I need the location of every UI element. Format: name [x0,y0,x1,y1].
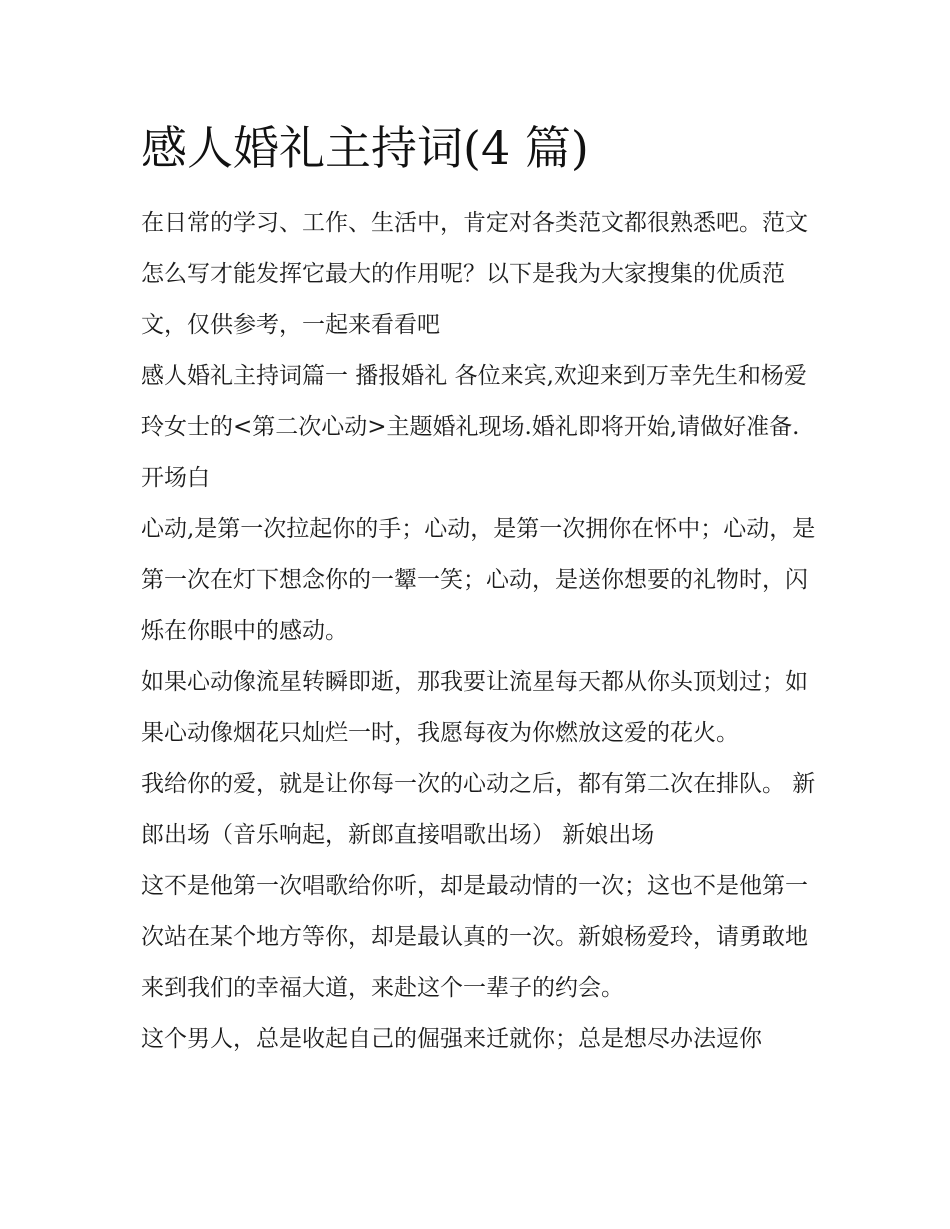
document-title: 感人婚礼主持词(4 篇) [141,121,589,175]
paragraph-opening: 感人婚礼主持词篇一 播报婚礼 各位来宾,欢迎来到万幸先生和杨爱玲女士的<第二次心动>主题婚礼现场.婚礼即将开始,请做好准备.开场白 [141,363,807,491]
paragraph-bride-entrance: 这不是他第一次唱歌给你听，却是最动情的一次；这也不是他第一次站在某个地方等你，却是最认真的一次。新娘杨爱玲，请勇敢地来到我们的幸福大道，来赴这个一辈子的约会。 [141,873,808,1001]
paragraph-heartbeat: 心动,是第一次拉起你的手；心动，是第一次拥你在怀中；心动，是第一次在灯下想念你的一颦一笑；心动，是送你想要的礼物时，闪烁在你眼中的感动。 [141,516,816,644]
paragraph-intro: 在日常的学习、工作、生活中，肯定对各类范文都很熟悉吧。范文怎么写才能发挥它最大的作用呢？以下是我为大家搜集的优质范文，仅供参考，一起来看看吧 [141,210,808,338]
paragraph-groom-entrance: 我给你的爱，就是让你每一次的心动之后，都有第二次在排队。 新郎出场（音乐响起，新郎直接唱歌出场） 新娘出场 [141,771,816,848]
document-body [141,198,821,1065]
paragraph-this-man: 这个男人，总是收起自己的倔强来迁就你；总是想尽办法逗你 [141,1026,762,1052]
paragraph-meteor: 如果心动像流星转瞬即逝，那我要让流星每天都从你头顶划过；如果心动像烟花只灿烂一时，我愿每夜为你燃放这爱的花火。 [141,669,808,746]
